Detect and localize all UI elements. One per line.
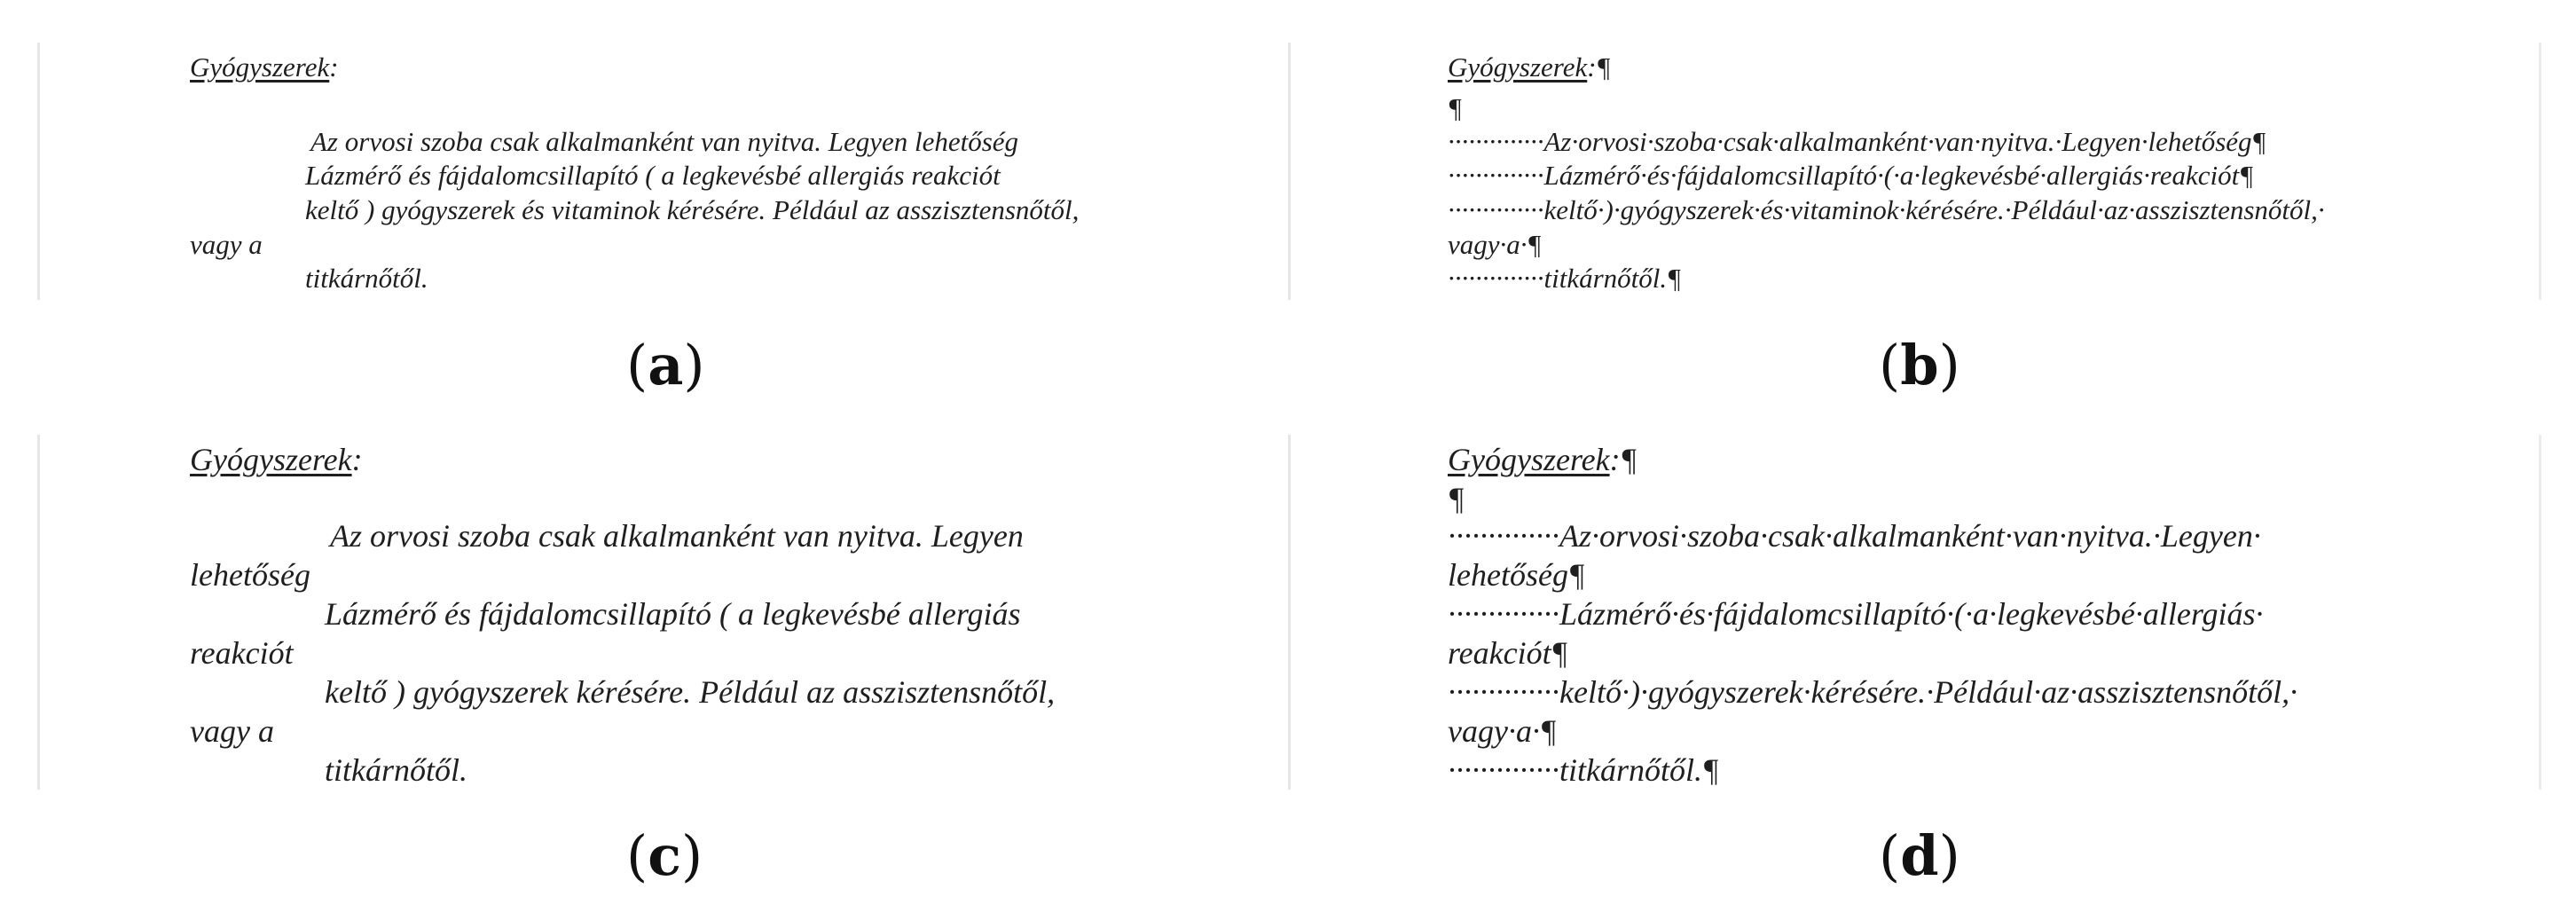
text-line-2: lehetőség	[190, 557, 310, 593]
text-line-7: titkárnőtől.	[325, 752, 467, 788]
caption-c: (c)	[626, 823, 703, 888]
text-line-5: keltő ) gyógyszerek kérésére. Például az asszisztensnőtől,	[325, 674, 1056, 710]
caption-b: (b)	[1879, 333, 1960, 397]
heading-suffix: :¶	[1587, 51, 1611, 83]
text-line-1: ¶	[1448, 92, 1463, 123]
text-line-5: titkárnőtől.	[305, 263, 428, 294]
text-line-6: ··············keltő·)·gyógyszerek·kérésére.·Például·az·asszisztensnőtől,·	[1448, 674, 2298, 710]
heading: Gyógyszerek	[190, 51, 330, 83]
panel-a	[37, 43, 1279, 300]
text-line-1: Az orvosi szoba csak alkalmanként van nyitva. Legyen lehetőség	[310, 126, 1019, 157]
heading: Gyógyszerek	[1448, 51, 1588, 83]
text-line-7: vagy·a·¶	[1448, 713, 1557, 749]
heading-suffix: :	[351, 442, 363, 477]
text-line-3: keltő ) gyógyszerek és vitaminok kérésére. Például az asszisztensnőtől,	[305, 194, 1080, 225]
page-margin-line-right	[2539, 435, 2541, 790]
heading-suffix: :	[329, 51, 339, 83]
heading-line	[1448, 53, 1611, 81]
panel-b	[1288, 43, 2548, 300]
heading-line	[190, 53, 339, 81]
text-line-3: lehetőség¶	[1448, 557, 1585, 593]
text-line-4: vagy a	[190, 229, 263, 260]
text-line-3: Lázmérő és fájdalomcsillapító ( a legkevésbé allergiás	[325, 596, 1021, 632]
text-line-4: ··············keltő·)·gyógyszerek·és·vitaminok·kérésére.·Például·az·asszisztensnőtől,·	[1448, 194, 2325, 225]
text-line-3: ··············Lázmérő·és·fájdalomcsillapító·(·a·legkevésbé·allergiás·reakciót¶	[1448, 160, 2254, 191]
caption-d: (d)	[1879, 823, 1960, 888]
page-margin-line	[37, 43, 40, 300]
text-line-5: reakciót¶	[1448, 635, 1568, 671]
text-line-8: ··············titkárnőtől.¶	[1448, 752, 1719, 788]
text-line-5: vagy·a·¶	[1448, 229, 1542, 260]
page-margin-line	[1288, 43, 1291, 300]
page-margin-line-right	[2539, 43, 2541, 300]
heading-line	[1448, 444, 1637, 476]
caption-a: (a)	[626, 333, 705, 397]
text-line-4: reakciót	[190, 635, 294, 671]
text-line-1: Az orvosi szoba csak alkalmanként van nyitva. Legyen	[330, 518, 1024, 554]
text-line-6: ··············titkárnőtől.¶	[1448, 263, 1682, 294]
panel-d	[1288, 435, 2548, 790]
heading: Gyógyszerek	[1448, 442, 1610, 477]
heading-line	[190, 444, 363, 476]
page-margin-line	[37, 435, 40, 790]
panel-c	[37, 435, 1279, 790]
heading-suffix: :¶	[1609, 442, 1637, 477]
heading: Gyógyszerek	[190, 442, 352, 477]
text-line-2: Lázmérő és fájdalomcsillapító ( a legkevésbé allergiás reakciót	[305, 160, 1001, 191]
page-margin-line	[1288, 435, 1291, 790]
text-line-6: vagy a	[190, 713, 274, 749]
text-line-2: ··············Az·orvosi·szoba·csak·alkalmanként·van·nyitva.·Legyen·	[1448, 518, 2261, 554]
text-line-1: ¶	[1448, 481, 1465, 516]
text-line-4: ··············Lázmérő·és·fájdalomcsillapító·(·a·legkevésbé·allergiás·	[1448, 596, 2264, 632]
text-line-2: ··············Az·orvosi·szoba·csak·alkalmanként·van·nyitva.·Legyen·lehetőség¶	[1448, 126, 2266, 157]
